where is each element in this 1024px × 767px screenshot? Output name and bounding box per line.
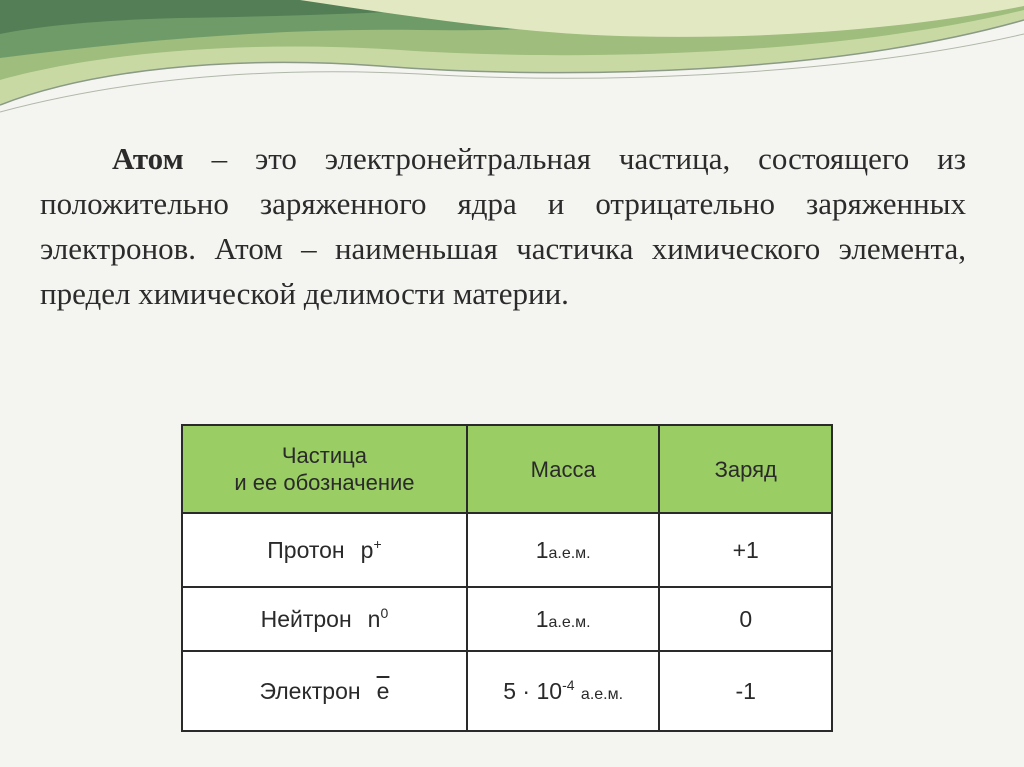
mass-value: 1: [535, 605, 549, 632]
table-row-proton: [182, 513, 832, 587]
particle-name: Нейтрон: [260, 606, 352, 632]
mass-exponent: -4: [562, 677, 575, 693]
particle-name: Протон: [267, 537, 345, 563]
mass-value: 1: [535, 536, 549, 563]
table-row-electron: [182, 651, 832, 731]
header-mass: Масса: [467, 425, 660, 513]
mass-value: 5 · 10: [503, 678, 563, 704]
particle-symbol: $\overline{e}$: [376, 677, 390, 704]
particle-symbol: p: [360, 537, 374, 563]
table-row-neutron: [182, 587, 832, 651]
charge-cell: 0: [659, 587, 832, 651]
charge-cell: -1: [659, 651, 832, 731]
mass-unit: а.е.м.: [548, 613, 591, 631]
particle-cell: [182, 587, 467, 651]
atom-definition: [40, 136, 966, 316]
mass-cell: [467, 651, 660, 731]
particle-cell: [182, 651, 467, 731]
particle-symbol-sup: 0: [380, 605, 389, 621]
particles-table: [181, 424, 833, 732]
mass-cell: [467, 587, 660, 651]
decorative-wave-banner: [0, 0, 1024, 120]
header-charge: Заряд: [659, 425, 832, 513]
mass-unit: а.е.м.: [548, 544, 591, 562]
mass-unit: а.е.м.: [580, 686, 624, 703]
table-header-row: [182, 425, 832, 513]
header-particle-line2: и ее обозначение: [234, 470, 415, 495]
header-particle: [182, 425, 467, 513]
mass-cell: [467, 513, 660, 587]
particle-symbol-sup: +: [373, 536, 382, 552]
definition-term: Атом: [112, 141, 184, 176]
particle-cell: [182, 513, 467, 587]
header-particle-line1: Частица: [281, 443, 367, 468]
particle-name: Электрон: [259, 677, 361, 704]
particle-symbol: n: [367, 606, 381, 632]
definition-text: – это электронейтральная частица, состоящего из положительно заряженного ядра и отрицательно заряженных электронов. Атом – наименьшая частичка химического элемента, предел химической делимости материи.: [40, 141, 966, 311]
charge-cell: +1: [659, 513, 832, 587]
